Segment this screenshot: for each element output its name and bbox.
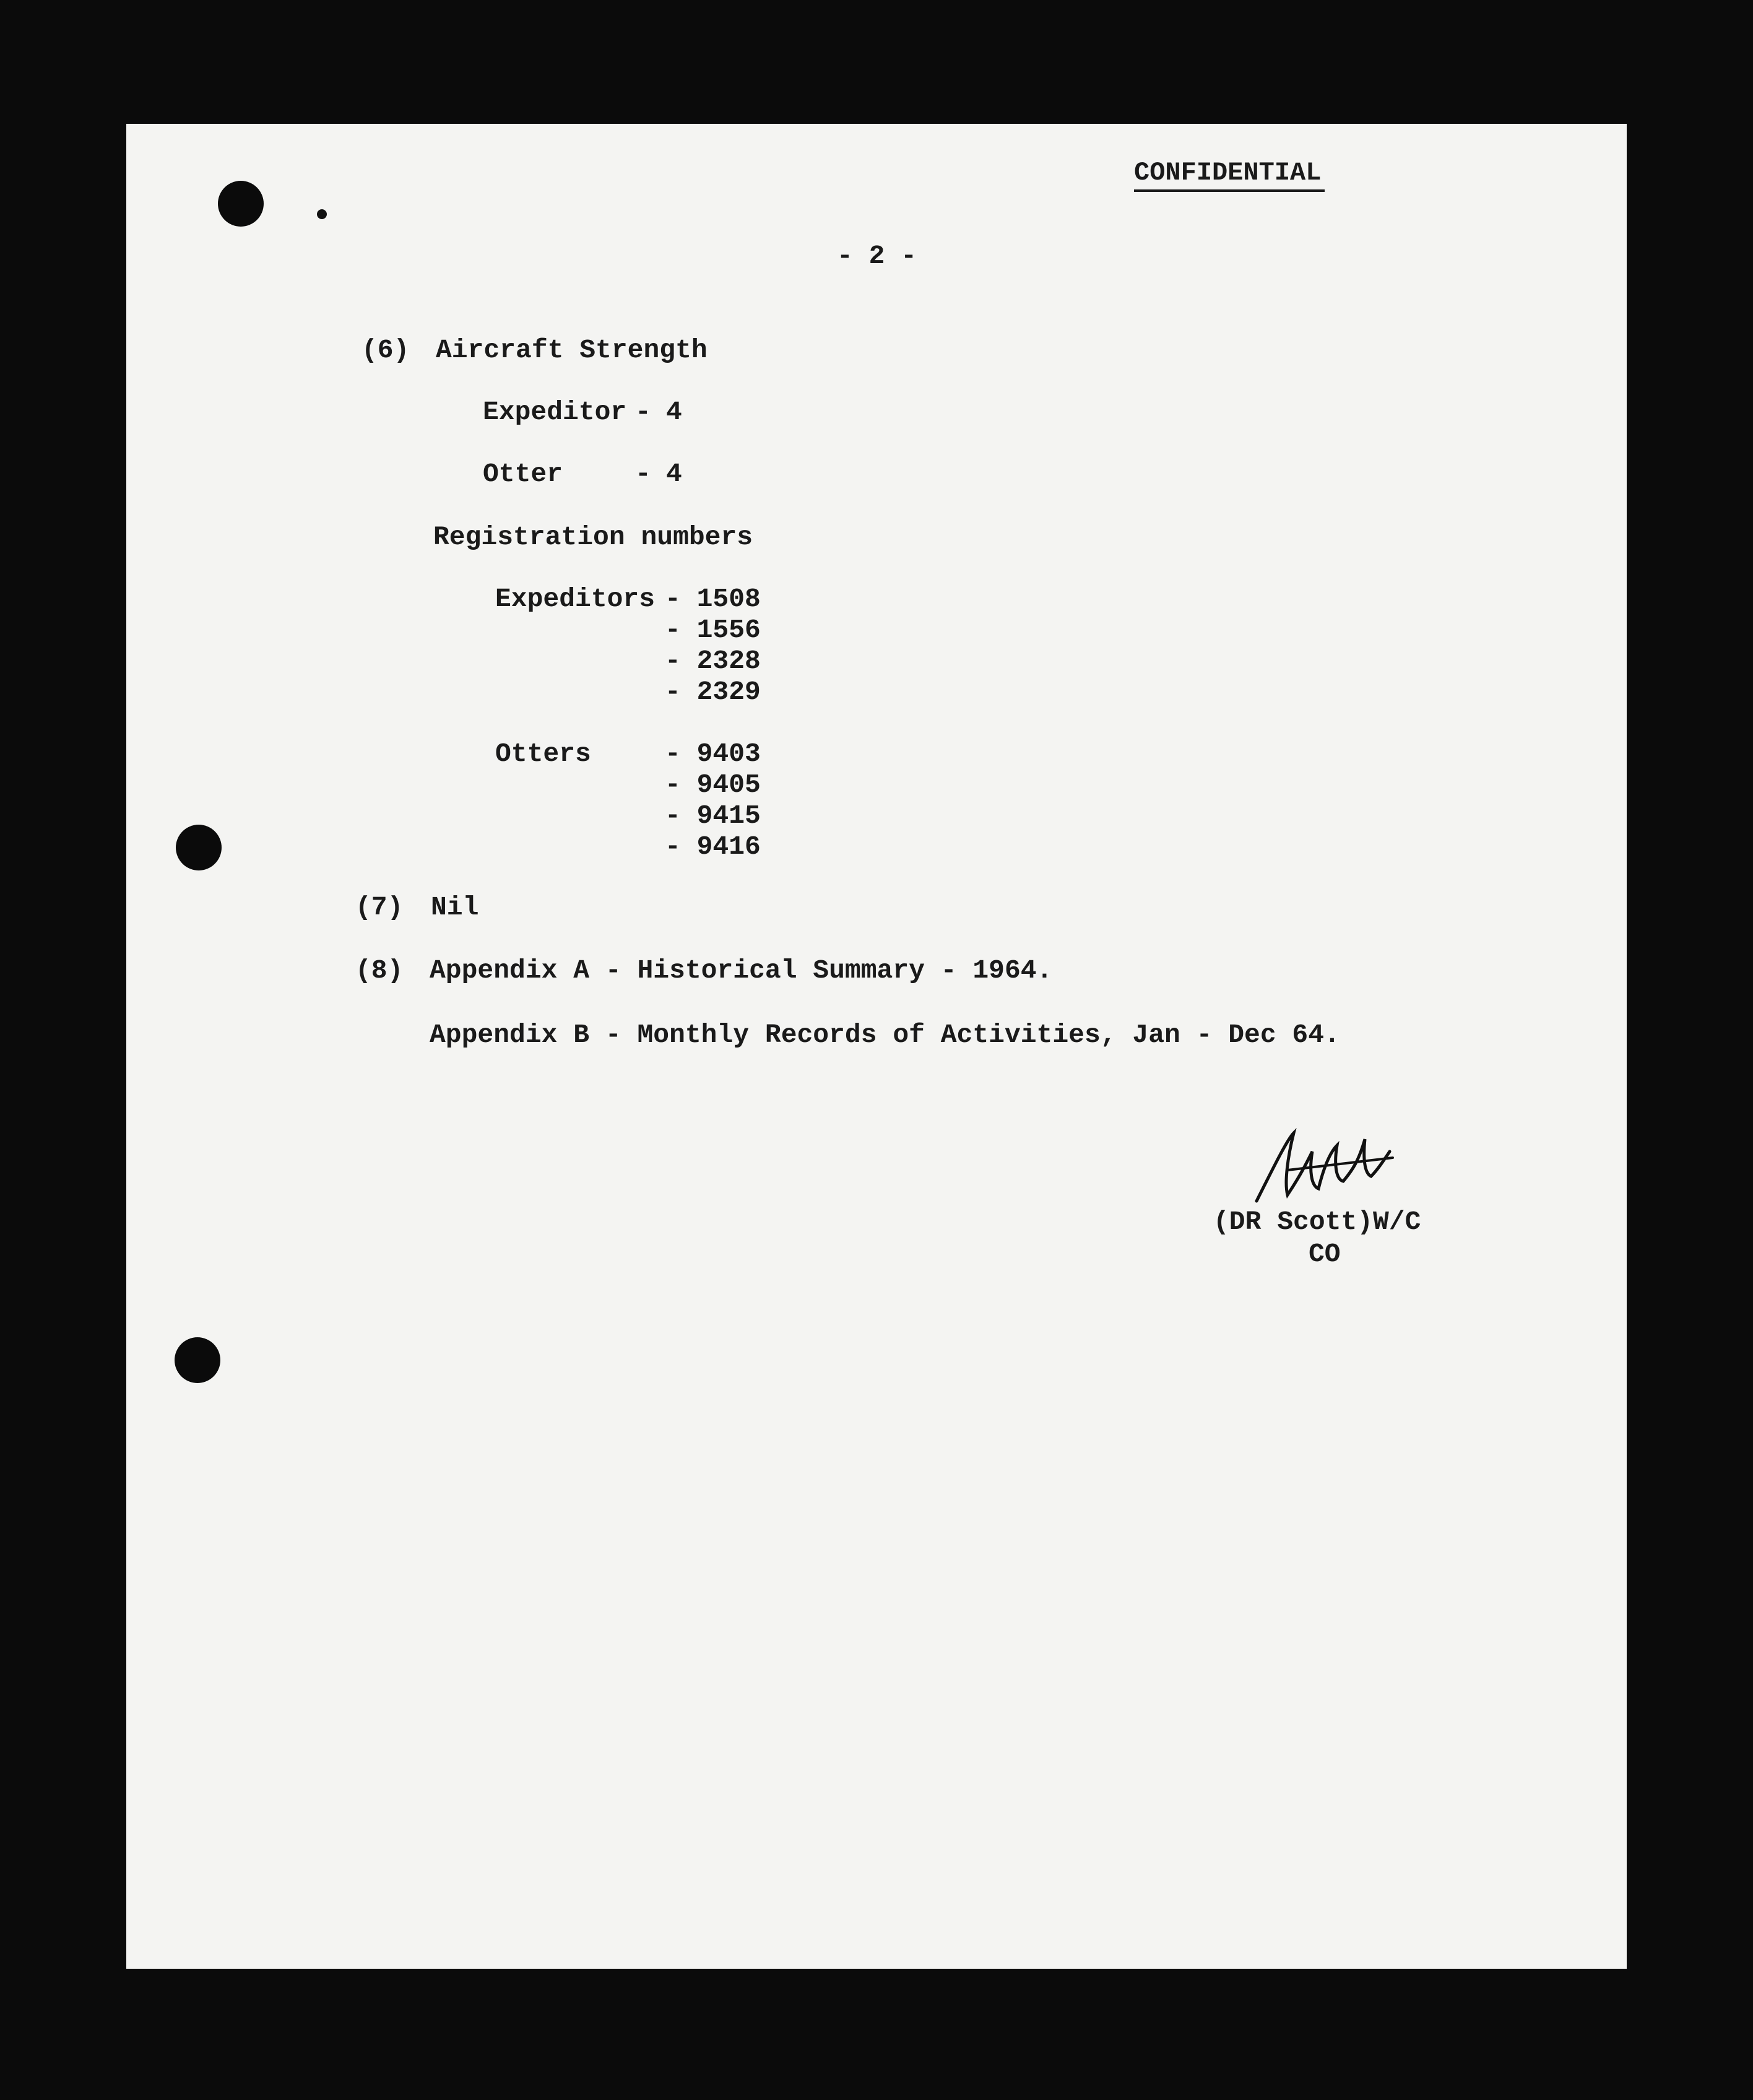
section-6-number: (6) [361,335,410,365]
handwritten-signature [1250,1127,1399,1213]
strength-expeditor-type: Expeditor [483,397,627,427]
section-8-number: (8) [355,955,404,986]
ink-blot [317,209,327,219]
otter-reg: - 9405 [665,770,761,800]
otters-label: Otters [495,739,591,769]
appendix-b-line: Appendix B - Monthly Records of Activities, Jan - Dec 64. [430,1020,1340,1050]
strength-otter-sep: - [635,459,651,489]
signatory-title: CO [1309,1239,1341,1269]
otter-reg: - 9403 [665,739,761,769]
strength-otter-type: Otter [483,459,563,489]
expeditor-reg: - 2329 [665,677,761,707]
appendix-a-line: Appendix A - Historical Summary - 1964. [430,955,1053,986]
page-number: - 2 - [837,241,917,271]
classification-label: CONFIDENTIAL [1134,158,1322,188]
otter-reg: - 9415 [665,801,761,831]
punch-hole-bottom [175,1337,220,1383]
strength-expeditor-count: 4 [666,397,682,427]
strength-expeditor-sep: - [635,397,651,427]
registration-title: Registration numbers [433,522,753,552]
expeditor-reg: - 2328 [665,646,761,676]
strength-otter-count: 4 [666,459,682,489]
expeditor-reg: - 1508 [665,584,761,614]
punch-hole-top [218,181,264,227]
section-7-number: (7) [355,892,404,922]
punch-hole-middle [176,825,222,870]
signatory-name: (DR Scott)W/C [1213,1207,1421,1237]
otter-reg: - 9416 [665,831,761,862]
classification-underline [1134,189,1325,192]
expeditor-reg: - 1556 [665,615,761,645]
section-6-title: Aircraft Strength [436,335,708,365]
expeditors-label: Expeditors [495,584,656,614]
section-7-text: Nil [431,892,479,922]
